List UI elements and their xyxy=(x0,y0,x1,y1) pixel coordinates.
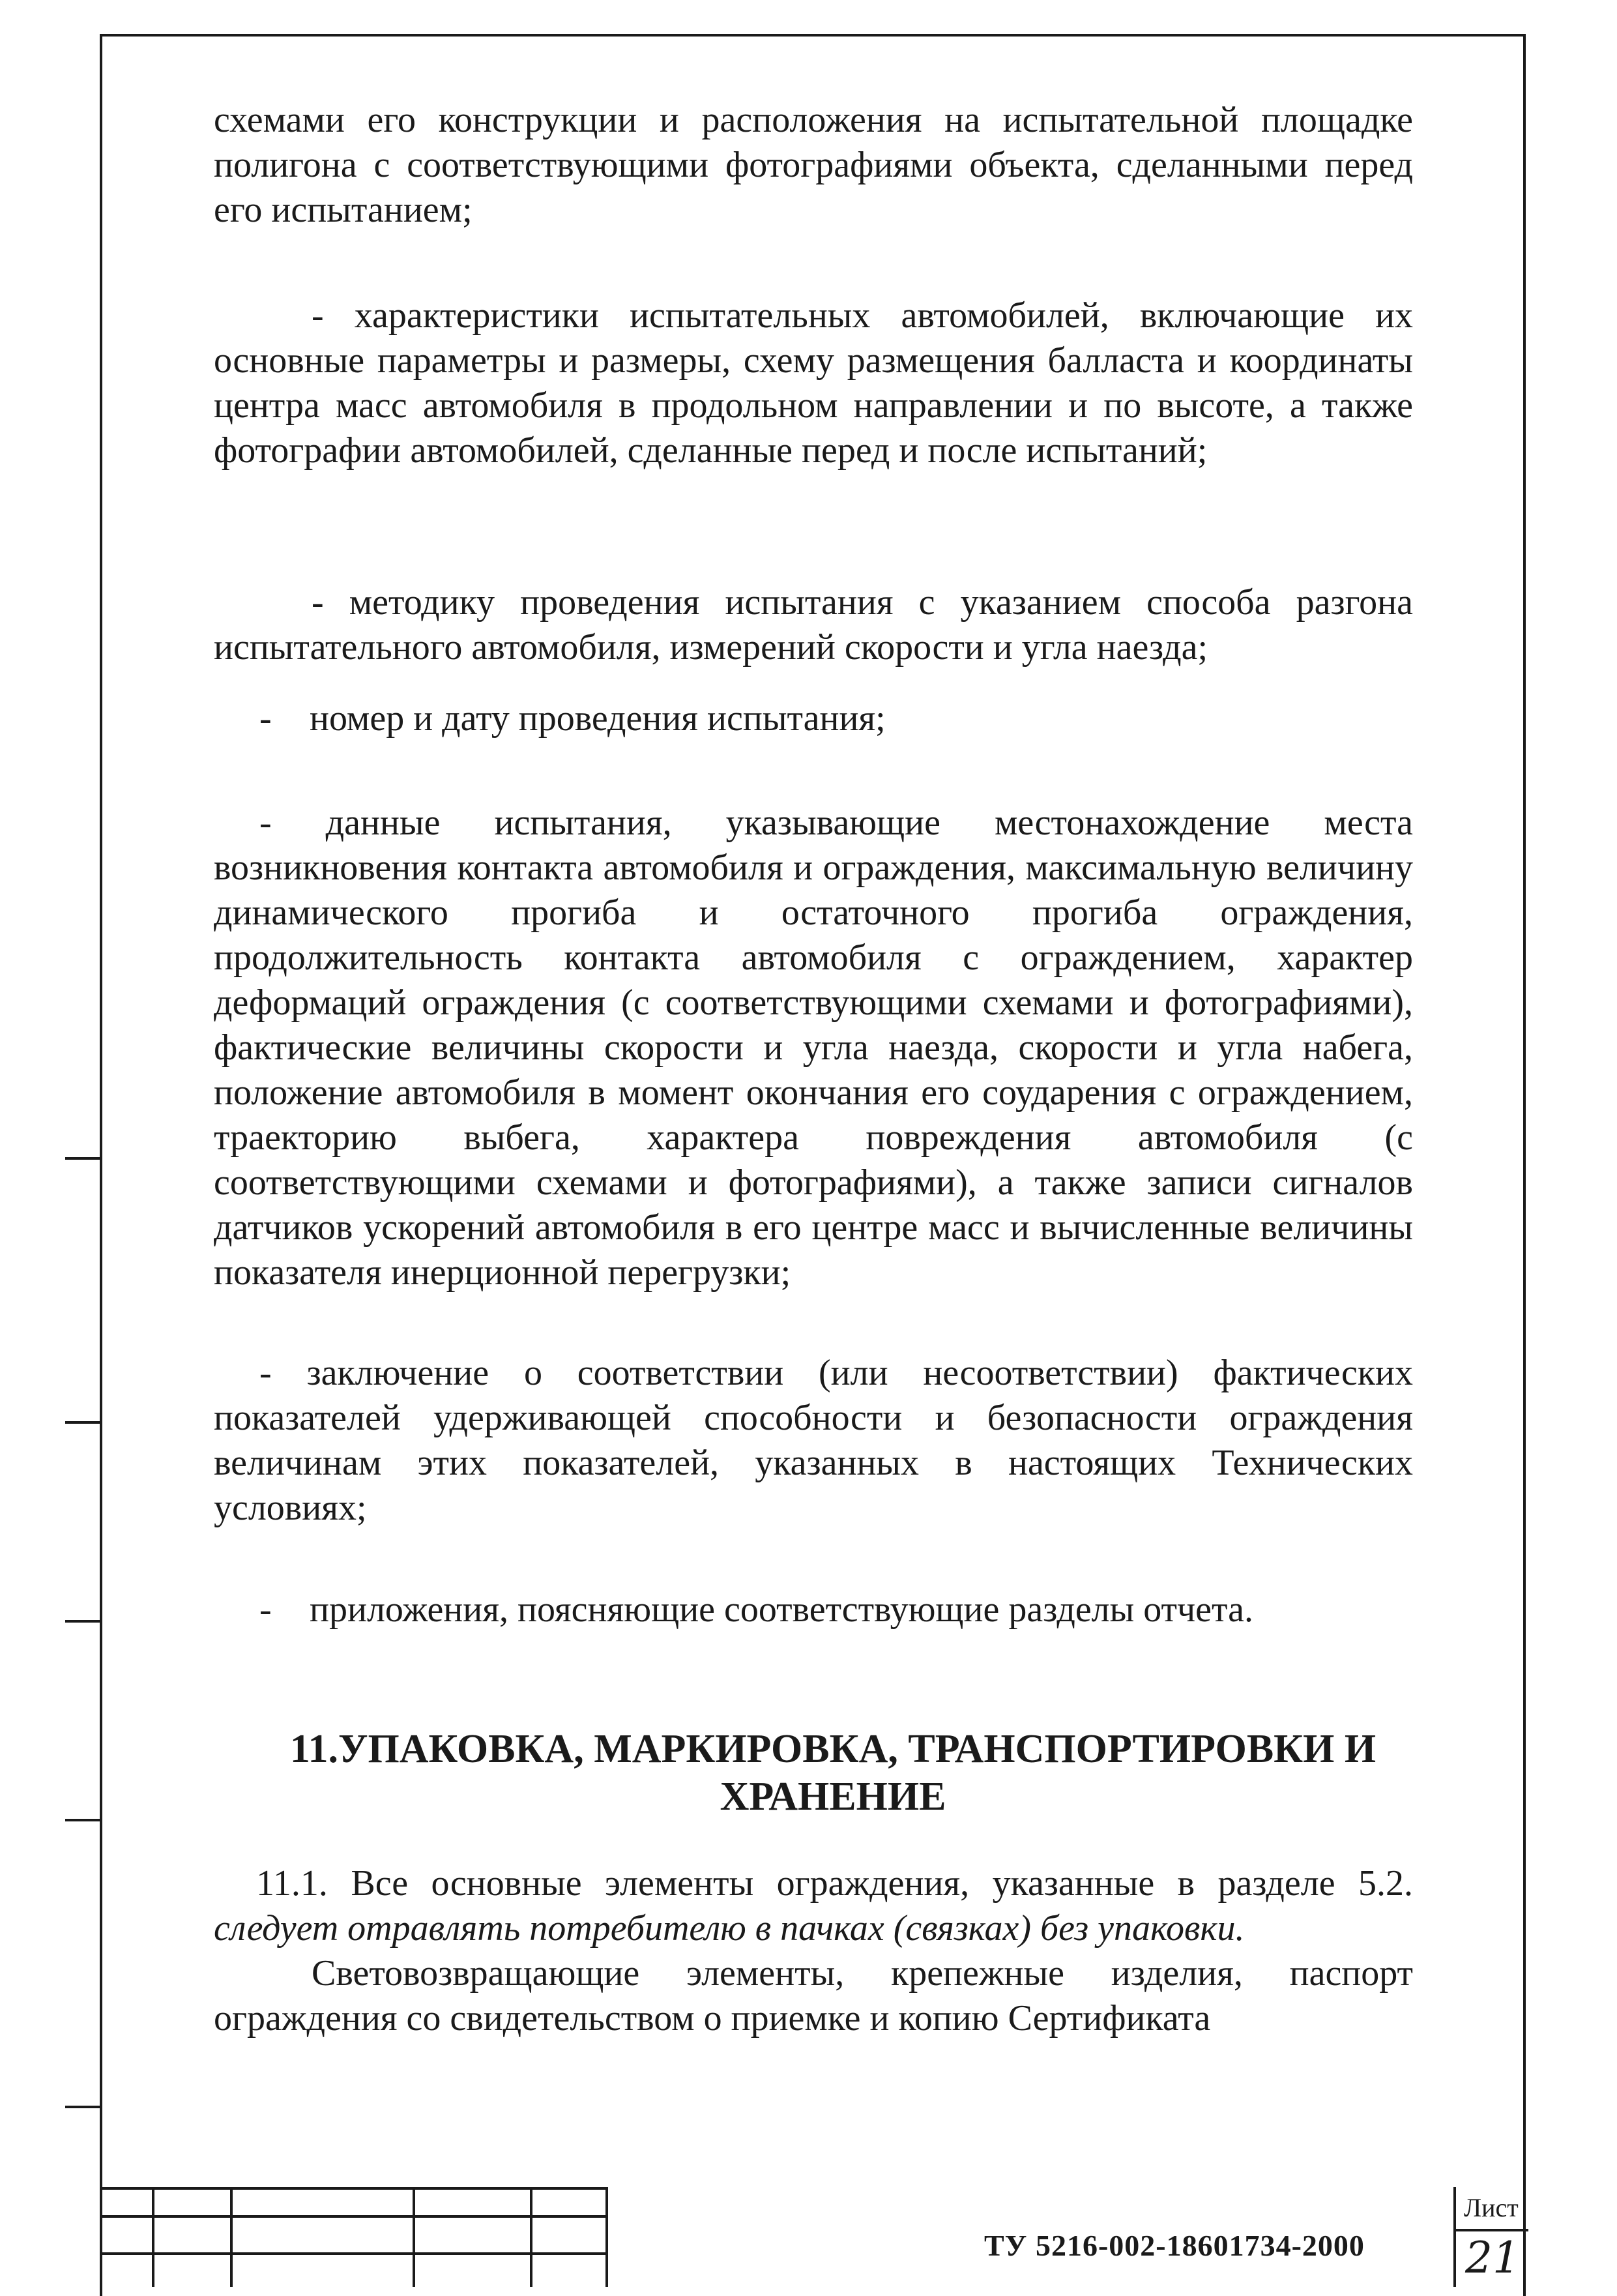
paragraph-11-1-continued: Световозвращающие элементы, крепежные изделия, паспорт ограждения со свидетельством о приемке и копию Сертификата xyxy=(214,1953,1413,2038)
sheet-number: 21 xyxy=(1465,2233,1520,2283)
sheet-box xyxy=(1453,2187,1526,2287)
paragraph-test-date: номер и дату проведения испытания; xyxy=(310,698,886,739)
paragraph-test-data: - данные испытания, указывающие местонахождение места возникновения контакта автомобиля и ограждения, максимальную величину динамического прогиба и остаточного прогиба ограждения, продолжительность контакта автомобиля с ограждением, характер деформаций ограждения (с соответствующими схемами и фотографиями), фактические величины скорости и угла наезда, скорости и угла набега, положение автомобиля в момент окончания его соударения с ограждением, траекторию выбега, характера повреждения автомобиля (с соответствующими схемами и фотографиями), а также записи сигналов датчиков ускорений автомобиля в его центре масс и вычисленные величины показателя инерционной перегрузки; xyxy=(214,802,1413,1293)
paragraph-continuation: схемами его конструкции и расположения на испытательной площадке полигона с соответствующими фотографиями объекта, сделанными перед его испытанием; xyxy=(214,100,1413,230)
title-block-grid xyxy=(100,2187,608,2287)
margin-tick xyxy=(65,1421,100,1424)
paragraph-11-1-text: 11.1. Все основные элементы ограждения, указанные в разделе 5.2. xyxy=(256,1863,1413,1904)
margin-tick xyxy=(65,1620,100,1623)
paragraph-appendices: приложения, поясняющие соответствующие разделы отчета. xyxy=(310,1589,1254,1630)
paragraph-conclusion: - заключение о соответствии (или несоответствии) фактических показателей удерживающей способности и безопасности ограждения величинам этих показателей, указанных в настоящих Технических условиях; xyxy=(214,1353,1413,1528)
paragraph-vehicle-characteristics: - характеристики испытательных автомобилей, включающие их основные параметры и размеры, схему размещения балласта и координаты центра масс автомобиля в продольном направлении и по высоте, а также фотографии автомобилей, сделанные перед и после испытаний; xyxy=(214,295,1413,471)
bullet-dash: - xyxy=(259,1589,272,1630)
margin-tick xyxy=(65,1157,100,1160)
bullet-dash: - xyxy=(259,698,272,739)
paragraph-11-1 xyxy=(214,1861,1413,1951)
margin-tick xyxy=(65,2106,100,2108)
sheet-label: Лист xyxy=(1464,2193,1519,2222)
document-code: ТУ 5216-002-18601734-2000 xyxy=(984,2229,1365,2262)
paragraph-11-1-italic: следует отравлять потребителю в пачках (связках) без упаковки. xyxy=(214,1908,1245,1949)
section-heading-line1: 11.УПАКОВКА, МАРКИРОВКА, ТРАНСПОРТИРОВКИ И xyxy=(289,1727,1377,1771)
paragraph-test-method: - методику проведения испытания с указанием способа разгона испытательного автомобиля, измерений скорости и угла наезда; xyxy=(214,582,1413,668)
margin-tick xyxy=(65,1819,100,1821)
section-heading-line2: ХРАНЕНИЕ xyxy=(720,1774,946,1819)
